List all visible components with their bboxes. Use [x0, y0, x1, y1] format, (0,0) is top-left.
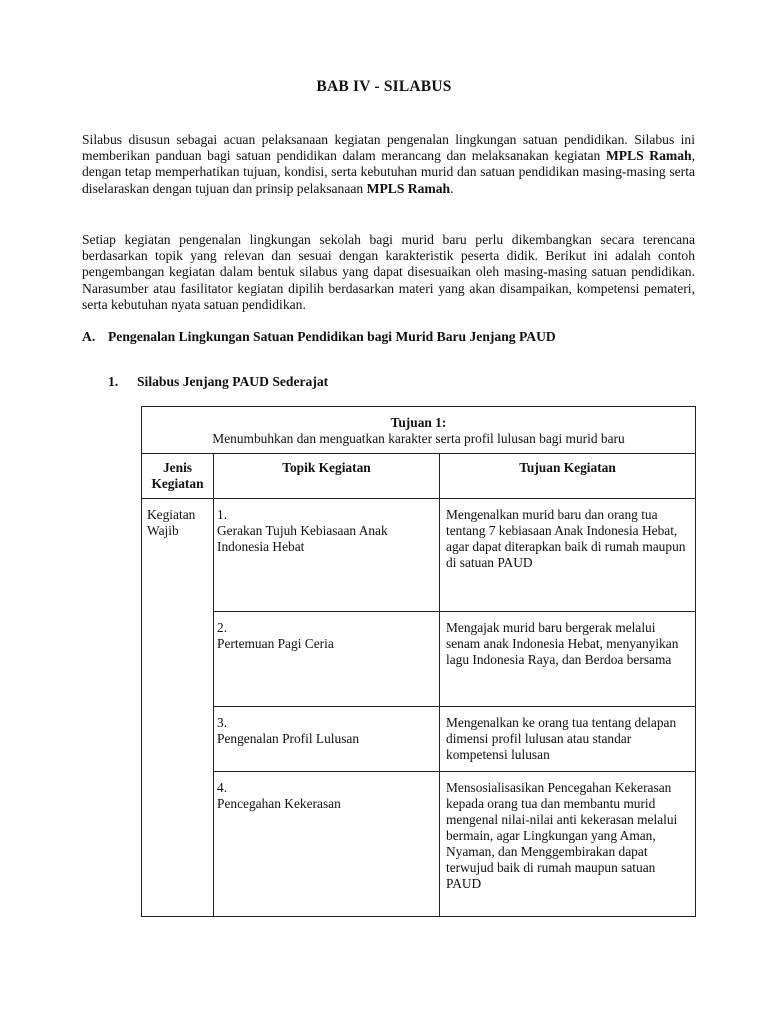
- subsection-1-marker: 1.: [108, 374, 119, 389]
- goal-title: Tujuan 1:: [390, 415, 447, 430]
- topic-text: Pertemuan Pagi Ceria: [217, 636, 334, 651]
- section-a-marker: A.: [82, 329, 96, 344]
- topic-text: Pengenalan Profil Lulusan: [217, 731, 360, 746]
- aim-cell: Mengajak murid baru bergerak melalui senam anak Indonesia Hebat, menyanyikan lagu Indonesia Raya, dan Berdoa bersama: [440, 612, 696, 707]
- intro-text-1: Silabus disusun sebagai acuan pelaksanaan kegiatan pengenalan lingkungan satuan pendidikan. Silabus ini memberikan panduan bagi satuan pendidikan dalam merancang dan melaksanakan kegiatan: [82, 132, 695, 164]
- topic-number: 3.: [217, 715, 228, 730]
- header-jenis: Jenis Kegiatan: [142, 454, 214, 499]
- goal-text: Menumbuhkan dan menguatkan karakter serta profil lulusan bagi murid baru: [212, 431, 625, 446]
- intro-bold-1: MPLS Ramah: [605, 148, 692, 164]
- intro-text-2: , dengan tetap memperhatikan tujuan, kondisi, serta kebutuhan murid dan satuan pendidikan masing-masing serta diselaraskan dengan tujuan dan prinsip pelaksanaan: [82, 148, 695, 196]
- topic-number: 4.: [217, 780, 228, 795]
- topic-number: 1.: [217, 507, 228, 522]
- second-paragraph: Setiap kegiatan pengenalan lingkungan sekolah bagi murid baru perlu dikembangkan secara terencana berdasarkan topik yang relevan dan sesuai dengan karakteristik peserta didik. Berikut ini adalah contoh pengembangan kegiatan dalam bentuk silabus yang dapat disesuaikan oleh masing-masing satuan pendidikan. Narasumber atau fasilitator kegiatan dipilih berdasarkan materi yang akan disampaikan, kompetensi pemateri, serta kebutuhan nyata satuan pendidikan.: [82, 232, 695, 312]
- topic-text: Pencegahan Kekerasan: [217, 796, 341, 811]
- section-a-heading: [82, 329, 556, 345]
- intro-bold-2: MPLS Ramah: [366, 180, 451, 196]
- intro-text-3: .: [450, 180, 454, 196]
- aim-cell: Mensosialisasikan Pencegahan Kekerasan kepada orang tua dan membantu murid mengenal nilai-nilai anti kekerasan melalui bermain, agar Lingkungan yang Aman, Nyaman, dan Menggembirakan dapat terwujud baik di rumah maupun satuan PAUD: [440, 772, 696, 917]
- intro-paragraph: [82, 132, 695, 197]
- topic-text: Gerakan Tujuh Kebiasaan Anak Indonesia Hebat: [217, 523, 388, 554]
- table-row: [142, 499, 696, 612]
- header-tujuan: Tujuan Kegiatan: [440, 454, 696, 499]
- subsection-1-text: Silabus Jenjang PAUD Sederajat: [137, 374, 329, 389]
- chapter-title: BAB IV - SILABUS: [316, 78, 452, 95]
- table-row: [142, 612, 696, 707]
- topic-cell: [214, 612, 440, 707]
- topic-cell: [214, 499, 440, 612]
- header-topik: Topik Kegiatan: [214, 454, 440, 499]
- jenis-value: Kegiatan Wajib: [142, 499, 214, 917]
- aim-cell: Mengenalkan murid baru dan orang tua tentang 7 kebiasaan Anak Indonesia Hebat, agar dapat diterapkan baik di rumah maupun di satuan PAUD: [440, 499, 696, 612]
- section-a-text: Pengenalan Lingkungan Satuan Pendidikan bagi Murid Baru Jenjang PAUD: [108, 329, 556, 344]
- topic-cell: [214, 707, 440, 772]
- table-row: [142, 772, 696, 917]
- aim-cell: Mengenalkan ke orang tua tentang delapan dimensi profil lulusan atau standar kompetensi lulusan: [440, 707, 696, 772]
- goal-cell: [142, 407, 696, 454]
- subsection-1-heading: [108, 374, 328, 390]
- table-row: [142, 707, 696, 772]
- topic-number: 2.: [217, 620, 228, 635]
- syllabus-table: [141, 406, 696, 917]
- topic-cell: [214, 772, 440, 917]
